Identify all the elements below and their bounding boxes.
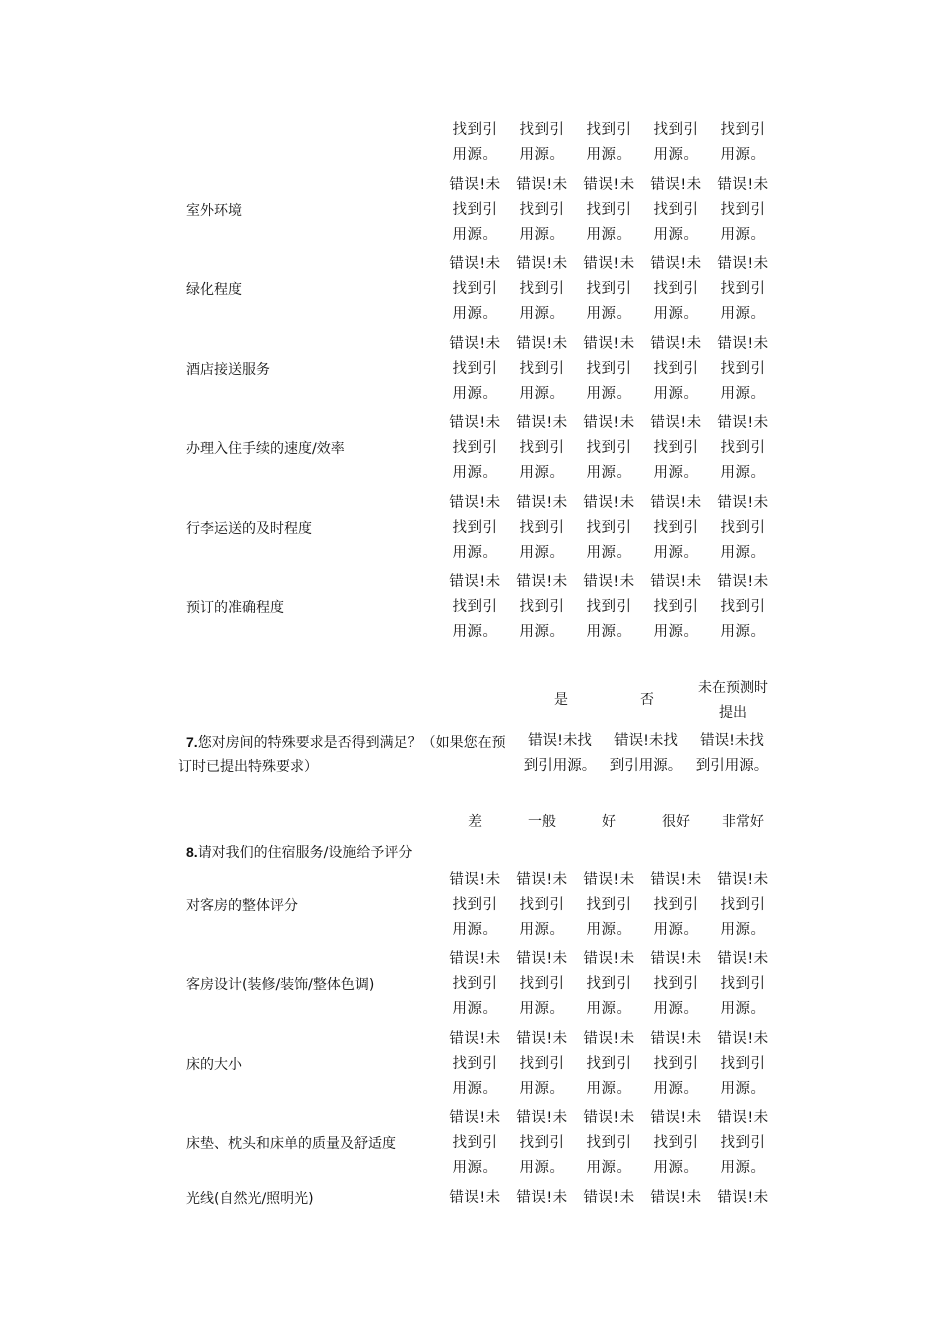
rating-cell: 错误!未 找到引 用源。	[650, 951, 702, 1017]
rating-cell: 错误!未 找到引 用源。	[650, 1031, 702, 1097]
row-label: 室外环境	[186, 203, 242, 219]
rating-cell: 错误!未 找到引 用源。	[583, 574, 635, 640]
rating-cell: 错误!未 找到引 用源。	[583, 415, 635, 481]
rating-cell: 错误!未 找到引 用源。	[583, 1031, 635, 1097]
rating-cell: 错误!未 找到引 用源。	[650, 256, 702, 322]
q7-header-no: 否	[640, 692, 654, 708]
rating-cell: 错误!未 找到引 用源。	[650, 1110, 702, 1176]
row-label: 床垫、枕头和床单的质量及舒适度	[186, 1136, 396, 1152]
rating-cell: 错误!未 找到引 用源。	[717, 495, 769, 561]
rating-cell: 错误!未 找到引 用源。	[449, 256, 501, 322]
rating-cell: 错误!未	[650, 1190, 702, 1206]
rating-cell: 错误!未 找到引 用源。	[583, 336, 635, 402]
rating-cell: 错误!未 找到引 用源。	[717, 256, 769, 322]
rating-cell: 错误!未 找到引 用源。	[516, 415, 568, 481]
rating-cell: 错误!未 找到引 用源。	[717, 1110, 769, 1176]
rating-cell: 错误!未 找到引 用源。	[583, 177, 635, 243]
row-label: 酒店接送服务	[186, 362, 270, 378]
rating-cell: 错误!未 找到引 用源。	[650, 495, 702, 561]
q7-text: 您对房间的特殊要求是否得到满足？（如果您在预	[197, 735, 506, 751]
rating-cell: 错误!未 找到引 用源。	[650, 415, 702, 481]
rating-cell: 错误!未 找到引 用源。	[650, 872, 702, 938]
rating-cell: 错误!未 找到引 用源。	[449, 574, 501, 640]
rating-cell: 错误!未 找到引 用源。	[717, 574, 769, 640]
rating-cell: 错误!未	[583, 1190, 635, 1206]
rating-cell: 错误!未 找到引 用源。	[717, 415, 769, 481]
q8-text: 请对我们的住宿服务/设施给予评分	[197, 845, 413, 861]
rating-cell: 错误!未 找到引 用源。	[449, 951, 501, 1017]
rating-cell: 找到引 用源。	[519, 122, 565, 163]
row-label: 床的大小	[186, 1057, 242, 1073]
q7-header-yes: 是	[554, 692, 568, 708]
q7-question	[186, 730, 506, 756]
rating-cell: 错误!未	[717, 1190, 769, 1206]
q7-header-not-requested: 未在预测时 提出	[698, 680, 768, 721]
q8-header-very-good: 很好	[662, 814, 690, 830]
rating-cell: 错误!未 找到引 用源。	[717, 336, 769, 402]
rating-cell: 错误!未 找到引 用源。	[516, 1110, 568, 1176]
rating-cell: 错误!未 找到引 用源。	[516, 177, 568, 243]
q8-question	[186, 840, 412, 866]
rating-cell: 错误!未 找到引 用源。	[650, 574, 702, 640]
rating-cell: 错误!未 找到引 用源。	[449, 1110, 501, 1176]
rating-cell: 错误!未	[516, 1190, 568, 1206]
rating-cell: 找到引 用源。	[586, 122, 632, 163]
rating-cell: 错误!未 找到引 用源。	[449, 177, 501, 243]
rating-cell: 错误!未 找到引 用源。	[516, 951, 568, 1017]
rating-cell: 错误!未 找到引 用源。	[449, 1031, 501, 1097]
rating-cell: 错误!未 找到引 用源。	[717, 1031, 769, 1097]
row-label: 绿化程度	[186, 282, 242, 298]
rating-cell: 错误!未 找到引 用源。	[449, 495, 501, 561]
rating-cell: 错误!未 找到引 用源。	[449, 336, 501, 402]
row-label: 预订的准确程度	[186, 600, 284, 616]
rating-cell: 错误!未 找到引 用源。	[717, 872, 769, 938]
row-label: 办理入住手续的速度/效率	[186, 441, 345, 457]
rating-cell: 错误!未	[449, 1190, 501, 1206]
rating-cell: 错误!未 找到引 用源。	[583, 951, 635, 1017]
q7-text-line2: 订时已提出特殊要求）	[178, 759, 318, 775]
q8-header-average: 一般	[528, 814, 556, 830]
q8-header-good: 好	[602, 814, 616, 830]
rating-cell: 错误!未 找到引 用源。	[516, 872, 568, 938]
rating-cell: 错误!未 找到引 用源。	[717, 951, 769, 1017]
rating-cell: 错误!未 找到引 用源。	[516, 256, 568, 322]
rating-cell: 错误!未 找到引 用源。	[516, 1031, 568, 1097]
q7-number: 7.	[186, 734, 198, 750]
row-label: 行李运送的及时程度	[186, 521, 312, 537]
q8-number: 8.	[186, 844, 198, 860]
rating-cell: 找到引 用源。	[653, 122, 699, 163]
row-label: 对客房的整体评分	[186, 898, 298, 914]
q7-answer-cell: 错误!未找 到引用源。	[609, 733, 683, 774]
q8-header-excellent: 非常好	[722, 814, 764, 830]
rating-cell: 错误!未 找到引 用源。	[717, 177, 769, 243]
rating-cell: 错误!未 找到引 用源。	[516, 495, 568, 561]
rating-cell: 错误!未 找到引 用源。	[516, 574, 568, 640]
rating-cell: 错误!未 找到引 用源。	[650, 177, 702, 243]
rating-cell: 错误!未 找到引 用源。	[583, 1110, 635, 1176]
rating-cell: 错误!未 找到引 用源。	[583, 256, 635, 322]
row-label: 客房设计(装修/装饰/整体色调)	[186, 977, 375, 993]
rating-cell: 错误!未 找到引 用源。	[583, 495, 635, 561]
q7-answer-cell: 错误!未找 到引用源。	[523, 733, 597, 774]
rating-cell: 错误!未 找到引 用源。	[449, 415, 501, 481]
q8-header-poor: 差	[468, 814, 482, 830]
row-label: 光线(自然光/照明光)	[186, 1191, 314, 1207]
rating-cell: 找到引 用源。	[720, 122, 766, 163]
rating-cell: 找到引 用源。	[452, 122, 498, 163]
rating-cell: 错误!未 找到引 用源。	[449, 872, 501, 938]
rating-cell: 错误!未 找到引 用源。	[650, 336, 702, 402]
rating-cell: 错误!未 找到引 用源。	[583, 872, 635, 938]
rating-cell: 错误!未 找到引 用源。	[516, 336, 568, 402]
q7-answer-cell: 错误!未找 到引用源。	[695, 733, 769, 774]
